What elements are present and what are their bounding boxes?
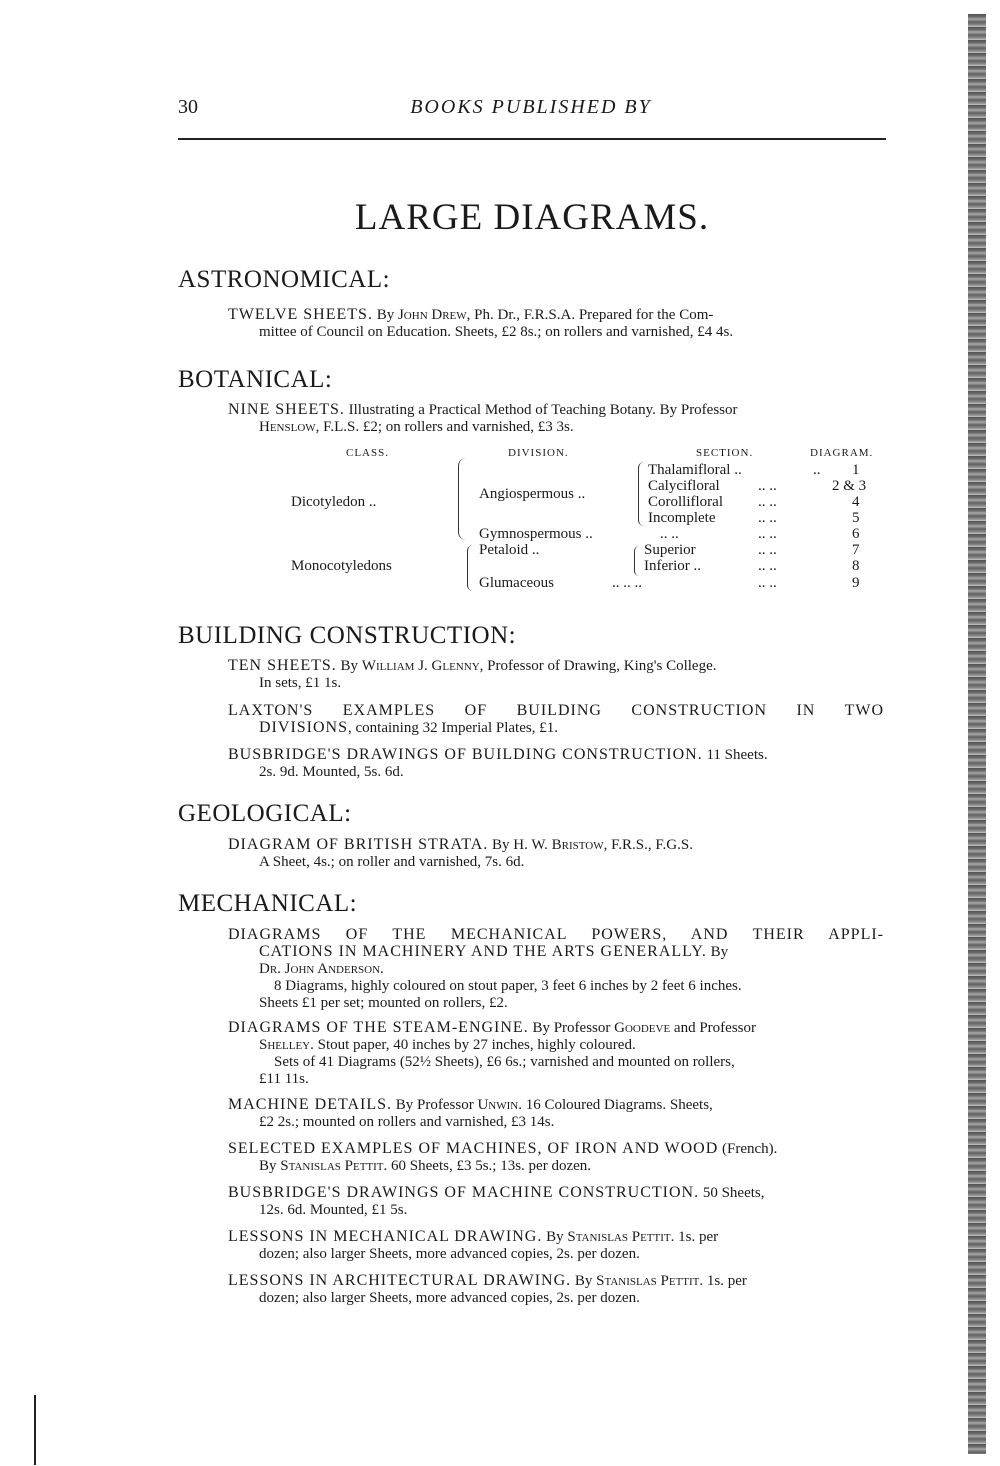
entry-text: , F.L.S. £2; on rollers and varnished, £3 3s. [315, 419, 574, 435]
entry-author: Goodeve [614, 1020, 671, 1036]
table-cell-diagram: 9 [852, 575, 860, 591]
entry-text: , containing 32 Imperial Plates, £1. [348, 720, 558, 736]
table-cell-diagram: 6 [852, 526, 860, 542]
table-cell-class: Monocotyledons [291, 558, 392, 574]
table-header-section: SECTION. [696, 447, 754, 459]
table-cell-section: Thalamifloral .. [648, 462, 742, 478]
entry-mechanical-powers [228, 926, 884, 1012]
entry-author: Henslow [259, 419, 316, 435]
table-cell-division: Angiospermous .. [479, 486, 586, 502]
table-cell-diagram: 8 [852, 558, 860, 574]
entry-busbridge-machine [228, 1184, 884, 1219]
table-cell-division: Petaloid .. [479, 542, 540, 558]
entry-text: . 1s. per [699, 1273, 747, 1289]
entry-text-line: dozen; also larger Sheets, more advanced copies, 2s. per dozen. [259, 1290, 640, 1306]
entry-selected-examples [228, 1140, 884, 1175]
entry-text: , Professor of Drawing, King's College. [479, 658, 717, 674]
entry-author: Stanislas Pettit [596, 1273, 700, 1289]
entry-author: Stanislas Pettit [280, 1158, 384, 1174]
entry-text: . Stout paper, 40 inches by 27 inches, highly coloured. [310, 1037, 636, 1053]
table-header-division: DIVISION. [508, 447, 569, 459]
entry-lead: LESSONS IN MECHANICAL DRAWING. [228, 1228, 543, 1245]
entry-busbridge-building [228, 746, 884, 781]
entry-text-line: 8 Diagrams, highly coloured on stout paper, 3 feet 6 inches by 2 feet 6 inches. [274, 978, 742, 994]
entry-text: By [706, 944, 729, 960]
entry-text: . 1s. per [670, 1229, 719, 1245]
entry-text: , F.R.S., F.G.S. [603, 837, 693, 853]
entry-author: Unwin [477, 1097, 519, 1113]
entry-lead: NINE SHEETS. [228, 401, 345, 418]
entry-text-line: Sheets £1 per set; mounted on rollers, £2. [259, 995, 508, 1011]
entry-nine-sheets [228, 401, 884, 436]
table-cell-dots: .. .. [758, 494, 777, 510]
page-title: LARGE DIAGRAMS. [354, 197, 710, 238]
entry-text: 50 Sheets, [699, 1185, 765, 1201]
entry-text-line: mittee of Council on Education. Sheets, £2 8s.; on rollers and varnished, £4 4s. [259, 324, 734, 340]
section-heading-geological: GEOLOGICAL: [178, 800, 352, 827]
entry-text-line: Sets of 41 Diagrams (52½ Sheets), £6 6s.; varnished and mounted on rollers, [274, 1054, 735, 1070]
entry-by: By [571, 1273, 597, 1289]
table-cell-section: Incomplete [648, 510, 716, 526]
table-cell-diagram: 4 [852, 494, 860, 510]
table-cell-diagram: 2 & 3 [832, 478, 867, 494]
entry-british-strata [228, 836, 884, 871]
entry-architectural-drawing [228, 1272, 884, 1307]
entry-by: By [259, 1158, 281, 1174]
table-cell-diagram: 5 [852, 510, 860, 526]
table-cell-section: Corollifloral [648, 494, 723, 510]
table-cell-division: Gymnospermous .. [479, 526, 593, 542]
entry-by: By [372, 307, 398, 323]
table-cell-section: .. .. .. [612, 575, 642, 591]
entry-text: . 60 Sheets, £3 5s.; 13s. per dozen. [383, 1158, 592, 1174]
entry-author: William J. Glenny [361, 658, 480, 674]
table-header-class: CLASS. [346, 447, 389, 459]
brace-angiospermous [638, 462, 647, 526]
section-heading-mechanical: MECHANICAL: [178, 890, 358, 917]
entry-text: 11 Sheets. [702, 747, 768, 763]
entry-text-line: £11 11s. [259, 1071, 309, 1087]
entry-text: Illustrating a Practical Method of Teaching Botany. By Professor [344, 402, 738, 418]
entry-by: By Professor [528, 1020, 615, 1036]
table-cell-dots: .. [813, 462, 821, 478]
entry-by: By [542, 1229, 568, 1245]
entry-author: Bristow [551, 837, 604, 853]
entry-lead: TWELVE SHEETS. [228, 306, 373, 323]
table-cell-section: Superior [644, 542, 696, 558]
entry-author: Stanislas Pettit [567, 1229, 671, 1245]
entry-by: By [336, 658, 362, 674]
entry-lead: SELECTED EXAMPLES OF MACHINES, OF IRON AND WOOD [228, 1140, 719, 1157]
entry-lead: LESSONS IN ARCHITECTURAL DRAWING. [228, 1272, 572, 1289]
table-cell-dots: .. .. [758, 542, 777, 558]
entry-by: By Professor [392, 1097, 478, 1113]
brace-dicotyledon [458, 458, 469, 540]
entry-lead: DIAGRAMS OF THE MECHANICAL POWERS, AND THEIR APPLI- [228, 926, 884, 943]
entry-text-line: dozen; also larger Sheets, more advanced copies, 2s. per dozen. [259, 1246, 640, 1262]
entry-ten-sheets [228, 657, 884, 692]
table-cell-division: Glumaceous [479, 575, 554, 591]
entry-laxton [228, 702, 884, 737]
brace-petaloid [634, 546, 641, 576]
entry-lead: TEN SHEETS. [228, 657, 337, 674]
table-cell-diagram: 1 [852, 462, 860, 478]
entry-lead: DIAGRAM OF BRITISH STRATA. [228, 836, 489, 853]
entry-by: By H. W. [488, 837, 552, 853]
running-title: BOOKS PUBLISHED BY [410, 96, 652, 118]
entry-lead: MACHINE DETAILS. [228, 1096, 393, 1113]
entry-text-line: 2s. 9d. Mounted, 5s. 6d. [259, 764, 404, 780]
entry-steam-engine [228, 1019, 884, 1088]
entry-mechanical-drawing [228, 1228, 884, 1263]
entry-lead-cont: DIVISIONS [259, 719, 348, 736]
table-cell-class: Dicotyledon .. [291, 494, 377, 510]
table-cell-section: Inferior .. [644, 558, 702, 574]
entry-lead: LAXTON'S EXAMPLES OF BUILDING CONSTRUCTION IN TWO [228, 702, 884, 719]
header-rule [178, 138, 886, 140]
table-cell-section: .. .. [660, 526, 679, 542]
table-cell-dots: .. .. [758, 575, 777, 591]
entry-lead: BUSBRIDGE'S DRAWINGS OF BUILDING CONSTRUCTION. [228, 746, 703, 763]
running-head [178, 96, 884, 126]
section-heading-building: BUILDING CONSTRUCTION: [178, 622, 517, 649]
table-cell-dots: .. .. [758, 558, 777, 574]
table-cell-dots: .. .. [758, 478, 777, 494]
entry-text-line: £2 2s.; mounted on rollers and varnished, £3 14s. [259, 1114, 555, 1130]
entry-text-line: 12s. 6d. Mounted, £1 5s. [259, 1202, 408, 1218]
entry-author: Shelley [259, 1037, 311, 1053]
table-cell-diagram: 7 [852, 542, 860, 558]
page-number: 30 [178, 96, 198, 118]
table-cell-section: Calycifloral [648, 478, 720, 494]
margin-mark [34, 1395, 36, 1465]
entry-twelve-sheets [228, 306, 884, 341]
entry-lead-cont: CATIONS IN MACHINERY AND THE ARTS GENERALLY. [259, 943, 707, 960]
entry-text: and Professor [670, 1020, 756, 1036]
section-heading-astronomical: ASTRONOMICAL: [178, 266, 391, 293]
entry-text: (French). [718, 1141, 778, 1157]
entry-text: , Ph. Dr., F.R.S.A. Prepared for the Com- [466, 307, 714, 323]
entry-author: Dr. John Anderson. [259, 961, 384, 977]
entry-text-line: In sets, £1 1s. [259, 675, 342, 691]
entry-author: John Drew [397, 307, 467, 323]
entry-lead: DIAGRAMS OF THE STEAM-ENGINE. [228, 1019, 529, 1036]
table-cell-dots: .. .. [758, 526, 777, 542]
entry-machine-details [228, 1096, 884, 1131]
entry-text: . 16 Coloured Diagrams. Sheets, [518, 1097, 713, 1113]
section-heading-botanical: BOTANICAL: [178, 366, 333, 393]
scan-edge-shadow [968, 14, 986, 1454]
entry-text-line: A Sheet, 4s.; on roller and varnished, 7s. 6d. [259, 854, 525, 870]
table-cell-dots: .. .. [758, 510, 777, 526]
table-header-diagram: DIAGRAM. [810, 447, 874, 459]
brace-monocotyledons [467, 545, 476, 591]
entry-lead: BUSBRIDGE'S DRAWINGS OF MACHINE CONSTRUCTION. [228, 1184, 700, 1201]
